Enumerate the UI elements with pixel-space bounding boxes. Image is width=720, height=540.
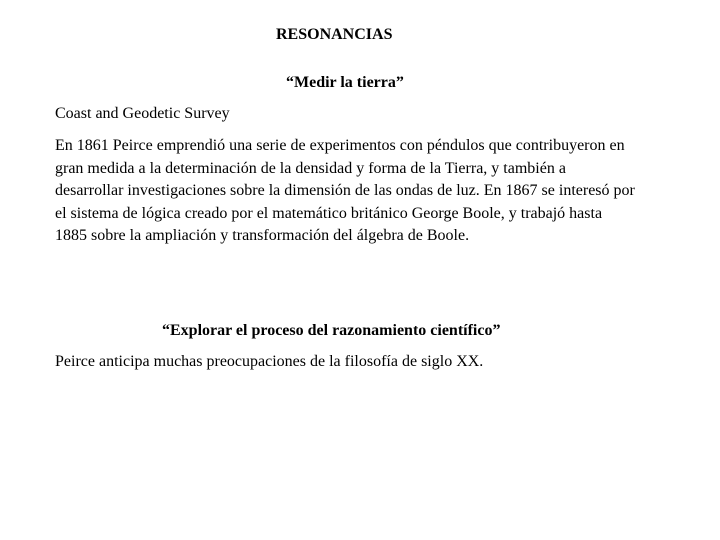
section-body-medir: En 1861 Peirce emprendió una serie de experimentos con péndulos que contribuyeron en gran medida a la determinación de la densidad y forma de la Tierra, y también a desarrollar investigaciones sobre la dimensión de las ondas de luz. En 1867 se interesó por el sistema de lógica creado por el matemático británico George Boole, y trabajó hasta 1885 sobre la ampliación y transformación del álgebra de Boole. (55, 137, 635, 244)
section-heading-explorar: “Explorar el proceso del razonamiento científico” (162, 322, 501, 339)
page-title: RESONANCIAS (276, 26, 393, 43)
section-body-explorar: Peirce anticipa muchas preocupaciones de la filosofía de siglo XX. (55, 353, 484, 370)
section-label-coast-survey: Coast and Geodetic Survey (55, 105, 230, 122)
section-heading-medir: “Medir la tierra” (286, 74, 404, 91)
